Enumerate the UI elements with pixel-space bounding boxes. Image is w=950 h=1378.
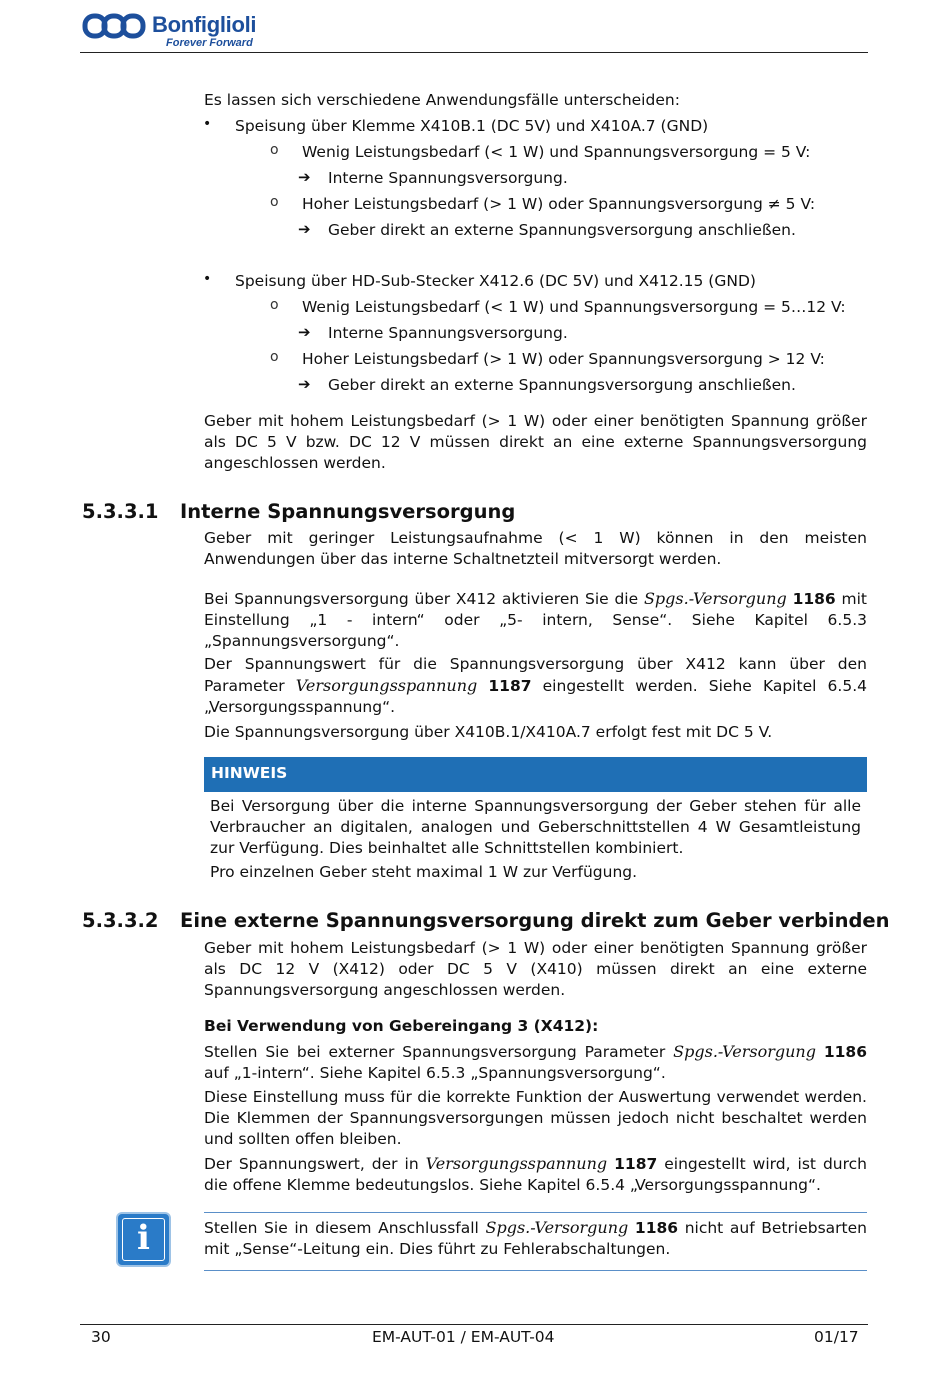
sec2-paragraph-1: Geber mit hohem Leistungsbedarf (> 1 W) oder einer benötigten Spannung größer als DC 12 V (X412) oder DC 5 V (X410) müssen direkt an eine externe Spannungsversorgung angeschlossen werden. [204,939,867,999]
hinweis-paragraph-1: Bei Versorgung über die interne Spannungsversorgung der Geber stehen für alle Verbraucher an digitalen, analogen und Geberschnittstellen 4 W Gesamtleistung zur Verfügung. Dies beinhaltet alle Schnittstellen kombiniert. [210,797,861,857]
section-title: Eine externe Spannungsversorgung direkt zum Geber verbinden [180,909,890,932]
header-rule [80,52,868,53]
section-title: Interne Spannungsversorgung [180,500,516,523]
case2-sub2: Hoher Leistungsbedarf (> 1 W) oder Spannungsversorgung > 12 V: [302,350,825,368]
parameter-number: 1186 [634,1219,679,1237]
section-number: 5.3.3.1 [82,500,159,523]
brand-logo [82,8,262,48]
intro-text: Es lassen sich verschiedene Anwendungsfälle unterscheiden: [204,91,680,109]
parameter-name: Spgs.-Versorgung [485,1218,629,1237]
note-rule-top [204,1212,867,1213]
case2-sub1-result: Interne Spannungsversorgung. [328,324,568,342]
circle-bullet-icon: o [270,349,279,365]
parameter-number: 1187 [614,1155,658,1173]
arrow-right-icon: ➔ [298,323,311,341]
note-rule-bottom [204,1270,867,1271]
hinweis-header [204,757,867,791]
sec2-paragraph-4: Der Spannungswert, der in Versorgungsspannung 1187 eingestellt wird, ist durch die offene Klemme bedeutungslos. Siehe Kapitel 6.5.4 „Versorgungsspannung“. [204,1154,867,1194]
note-paragraph: Stellen Sie in diesem Anschlussfall Spgs.-Versorgung 1186 nicht auf Betriebsarten mit „Sense“-Leitung ein. Dies führt zu Fehlerabschaltungen. [204,1218,867,1258]
case1-title: Speisung über Klemme X410B.1 (DC 5V) und X410A.7 (GND) [235,117,709,135]
circle-bullet-icon: o [270,194,279,210]
case1-sub2: Hoher Leistungsbedarf (> 1 W) oder Spannungsversorgung ≠ 5 V: [302,195,816,213]
bullet-icon: • [203,271,212,287]
bonfiglioli-logo-mark-icon [82,12,148,40]
summary-paragraph: Geber mit hohem Leistungsbedarf (> 1 W) oder einer benötigten Spannung größer als DC 5 V bzw. DC 12 V müssen direkt an eine externe Spannungsversorgung angeschlossen werden. [204,412,867,472]
sec1-paragraph-2: Bei Spannungsversorgung über X412 aktivieren Sie die Spgs.-Versorgung 1186 mit Einstellung „1 - intern“ oder „5- intern, Sense“. Siehe Kapitel 6.5.3 „Spannungsversorgung“. [204,589,867,650]
sec1-paragraph-4: Die Spannungsversorgung über X410B.1/X410A.7 erfolgt fest mit DC 5 V. [204,723,773,741]
circle-bullet-icon: o [270,297,279,313]
parameter-number: 1187 [488,677,532,695]
document-id: EM-AUT-01 / EM-AUT-04 [372,1328,555,1346]
case1-sub1: Wenig Leistungsbedarf (< 1 W) und Spannungsversorgung = 5 V: [302,143,811,161]
arrow-right-icon: ➔ [298,168,311,186]
hinweis-label: HINWEIS [211,764,288,782]
circle-bullet-icon: o [270,142,279,158]
parameter-name: Spgs.-Versorgung [643,589,787,608]
sec2-paragraph-2: Stellen Sie bei externer Spannungsversorgung Parameter Spgs.-Versorgung 1186 auf „1-intern“. Siehe Kapitel 6.5.3 „Spannungsversorgung“. [204,1042,867,1082]
hinweis-paragraph-2: Pro einzelnen Geber steht maximal 1 W zur Verfügung. [210,863,638,881]
brand-tagline: Forever Forward [166,37,253,49]
bullet-icon: • [203,116,212,132]
case1-sub2-result: Geber direkt an externe Spannungsversorgung anschließen. [328,221,796,239]
case2-sub2-result: Geber direkt an externe Spannungsversorgung anschließen. [328,376,796,394]
case2-sub1: Wenig Leistungsbedarf (< 1 W) und Spannungsversorgung = 5…12 V: [302,298,846,316]
parameter-name: Spgs.-Versorgung [673,1042,816,1061]
footer-rule [80,1324,868,1325]
page-number: 30 [91,1328,111,1346]
parameter-name: Versorgungsspannung [425,1154,608,1173]
arrow-right-icon: ➔ [298,220,311,238]
document-date: 01/17 [814,1328,859,1346]
brand-name: Bonfiglioli [152,12,257,37]
sec1-paragraph-3: Der Spannungswert für die Spannungsversorgung über X412 kann über den Parameter Versorgungsspannung 1187 eingestellt werden. Siehe Kapitel 6.5.4 „Versorgungsspannung“. [204,655,867,716]
arrow-right-icon: ➔ [298,375,311,393]
parameter-number: 1186 [792,590,836,608]
parameter-name: Versorgungsspannung [295,676,478,695]
case1-sub1-result: Interne Spannungsversorgung. [328,169,568,187]
section-number: 5.3.3.2 [82,909,159,932]
case2-title: Speisung über HD-Sub-Stecker X412.6 (DC 5V) und X412.15 (GND) [235,272,756,290]
info-icon: i [116,1212,171,1267]
parameter-number: 1186 [823,1043,867,1061]
sec2-paragraph-3: Diese Einstellung muss für die korrekte Funktion der Auswertung verwendet werden. Die Klemmen der Spannungsversorgungen müssen jedoch nicht beschaltet werden und sollten offen bleiben. [204,1088,867,1148]
sec2-subheading: Bei Verwendung von Gebereingang 3 (X412): [204,1017,599,1035]
hinweis-divider [204,791,867,792]
sec1-paragraph-1: Geber mit geringer Leistungsaufnahme (< 1 W) können in den meisten Anwendungen über das interne Schaltnetzteil mitversorgt werden. [204,529,867,568]
